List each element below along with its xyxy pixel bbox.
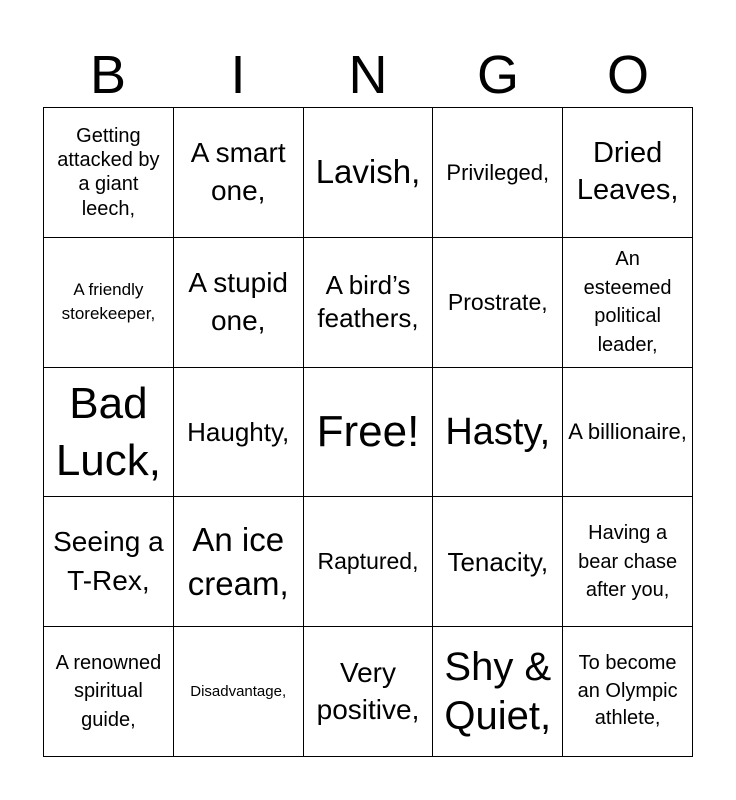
bingo-cell[interactable] bbox=[174, 108, 304, 238]
bingo-cell[interactable] bbox=[433, 238, 563, 368]
bingo-cell[interactable] bbox=[304, 497, 434, 627]
bingo-cell[interactable] bbox=[174, 627, 304, 757]
cell-text: A smart one, bbox=[190, 136, 286, 207]
bingo-cell[interactable] bbox=[44, 627, 174, 757]
bingo-cell[interactable] bbox=[44, 368, 174, 498]
bingo-cell[interactable] bbox=[304, 108, 434, 238]
bingo-cell[interactable] bbox=[304, 238, 434, 368]
bingo-board bbox=[43, 107, 693, 757]
header-letter-b: B bbox=[89, 45, 127, 105]
bingo-cell[interactable] bbox=[433, 368, 563, 498]
bingo-cell[interactable] bbox=[563, 238, 693, 368]
bingo-cell[interactable] bbox=[44, 108, 174, 238]
cell-text: A billionaire, bbox=[568, 418, 687, 444]
cell-text: Getting attacked by a giant leech, bbox=[57, 124, 160, 220]
bingo-cell[interactable] bbox=[563, 497, 693, 627]
bingo-cell[interactable] bbox=[174, 497, 304, 627]
cell-text: Free! bbox=[316, 407, 420, 457]
bingo-cell[interactable] bbox=[44, 238, 174, 368]
bingo-cell[interactable] bbox=[174, 238, 304, 368]
header-letter-i: I bbox=[230, 45, 246, 105]
cell-text: Privileged, bbox=[446, 159, 550, 185]
bingo-header bbox=[43, 44, 693, 106]
cell-text: A friendly storekeeper, bbox=[61, 279, 156, 324]
cell-text: Having a bear chase after you, bbox=[578, 522, 678, 601]
bingo-cell[interactable] bbox=[174, 368, 304, 498]
cell-text: A bird’s feathers, bbox=[317, 269, 419, 334]
cell-text: A stupid one, bbox=[188, 266, 289, 337]
cell-text: Dried Leaves, bbox=[576, 136, 679, 207]
cell-text: Tenacity, bbox=[447, 546, 549, 577]
cell-text: Seeing a T-Rex, bbox=[53, 526, 164, 596]
cell-text: Lavish, bbox=[315, 153, 421, 191]
cell-text: Bad Luck, bbox=[55, 378, 161, 485]
header-letter-o: O bbox=[606, 45, 649, 105]
bingo-cell[interactable] bbox=[563, 368, 693, 498]
bingo-cell[interactable] bbox=[433, 497, 563, 627]
cell-text: Prostrate, bbox=[447, 288, 548, 315]
bingo-cell[interactable] bbox=[563, 108, 693, 238]
cell-text: Haughty, bbox=[187, 416, 290, 447]
cell-text: A renowned spiritual guide, bbox=[55, 652, 162, 731]
cell-text: Very positive, bbox=[316, 657, 420, 725]
bingo-cell[interactable] bbox=[433, 627, 563, 757]
header-letter-n: N bbox=[348, 45, 388, 105]
bingo-cell[interactable] bbox=[304, 627, 434, 757]
bingo-cell[interactable] bbox=[304, 368, 434, 498]
cell-text: An ice cream, bbox=[187, 520, 289, 602]
cell-text: Hasty, bbox=[445, 410, 551, 453]
cell-text: To become an Olympic athlete, bbox=[577, 652, 678, 730]
cell-text: Shy & Quiet, bbox=[444, 644, 552, 738]
header-letter-g: G bbox=[476, 45, 519, 105]
cell-text: Raptured, bbox=[317, 548, 419, 575]
bingo-cell[interactable] bbox=[433, 108, 563, 238]
cell-text: An esteemed political leader, bbox=[583, 248, 672, 356]
bingo-cell[interactable] bbox=[563, 627, 693, 757]
cell-text: Disadvantage, bbox=[190, 682, 287, 700]
bingo-cell[interactable] bbox=[44, 497, 174, 627]
